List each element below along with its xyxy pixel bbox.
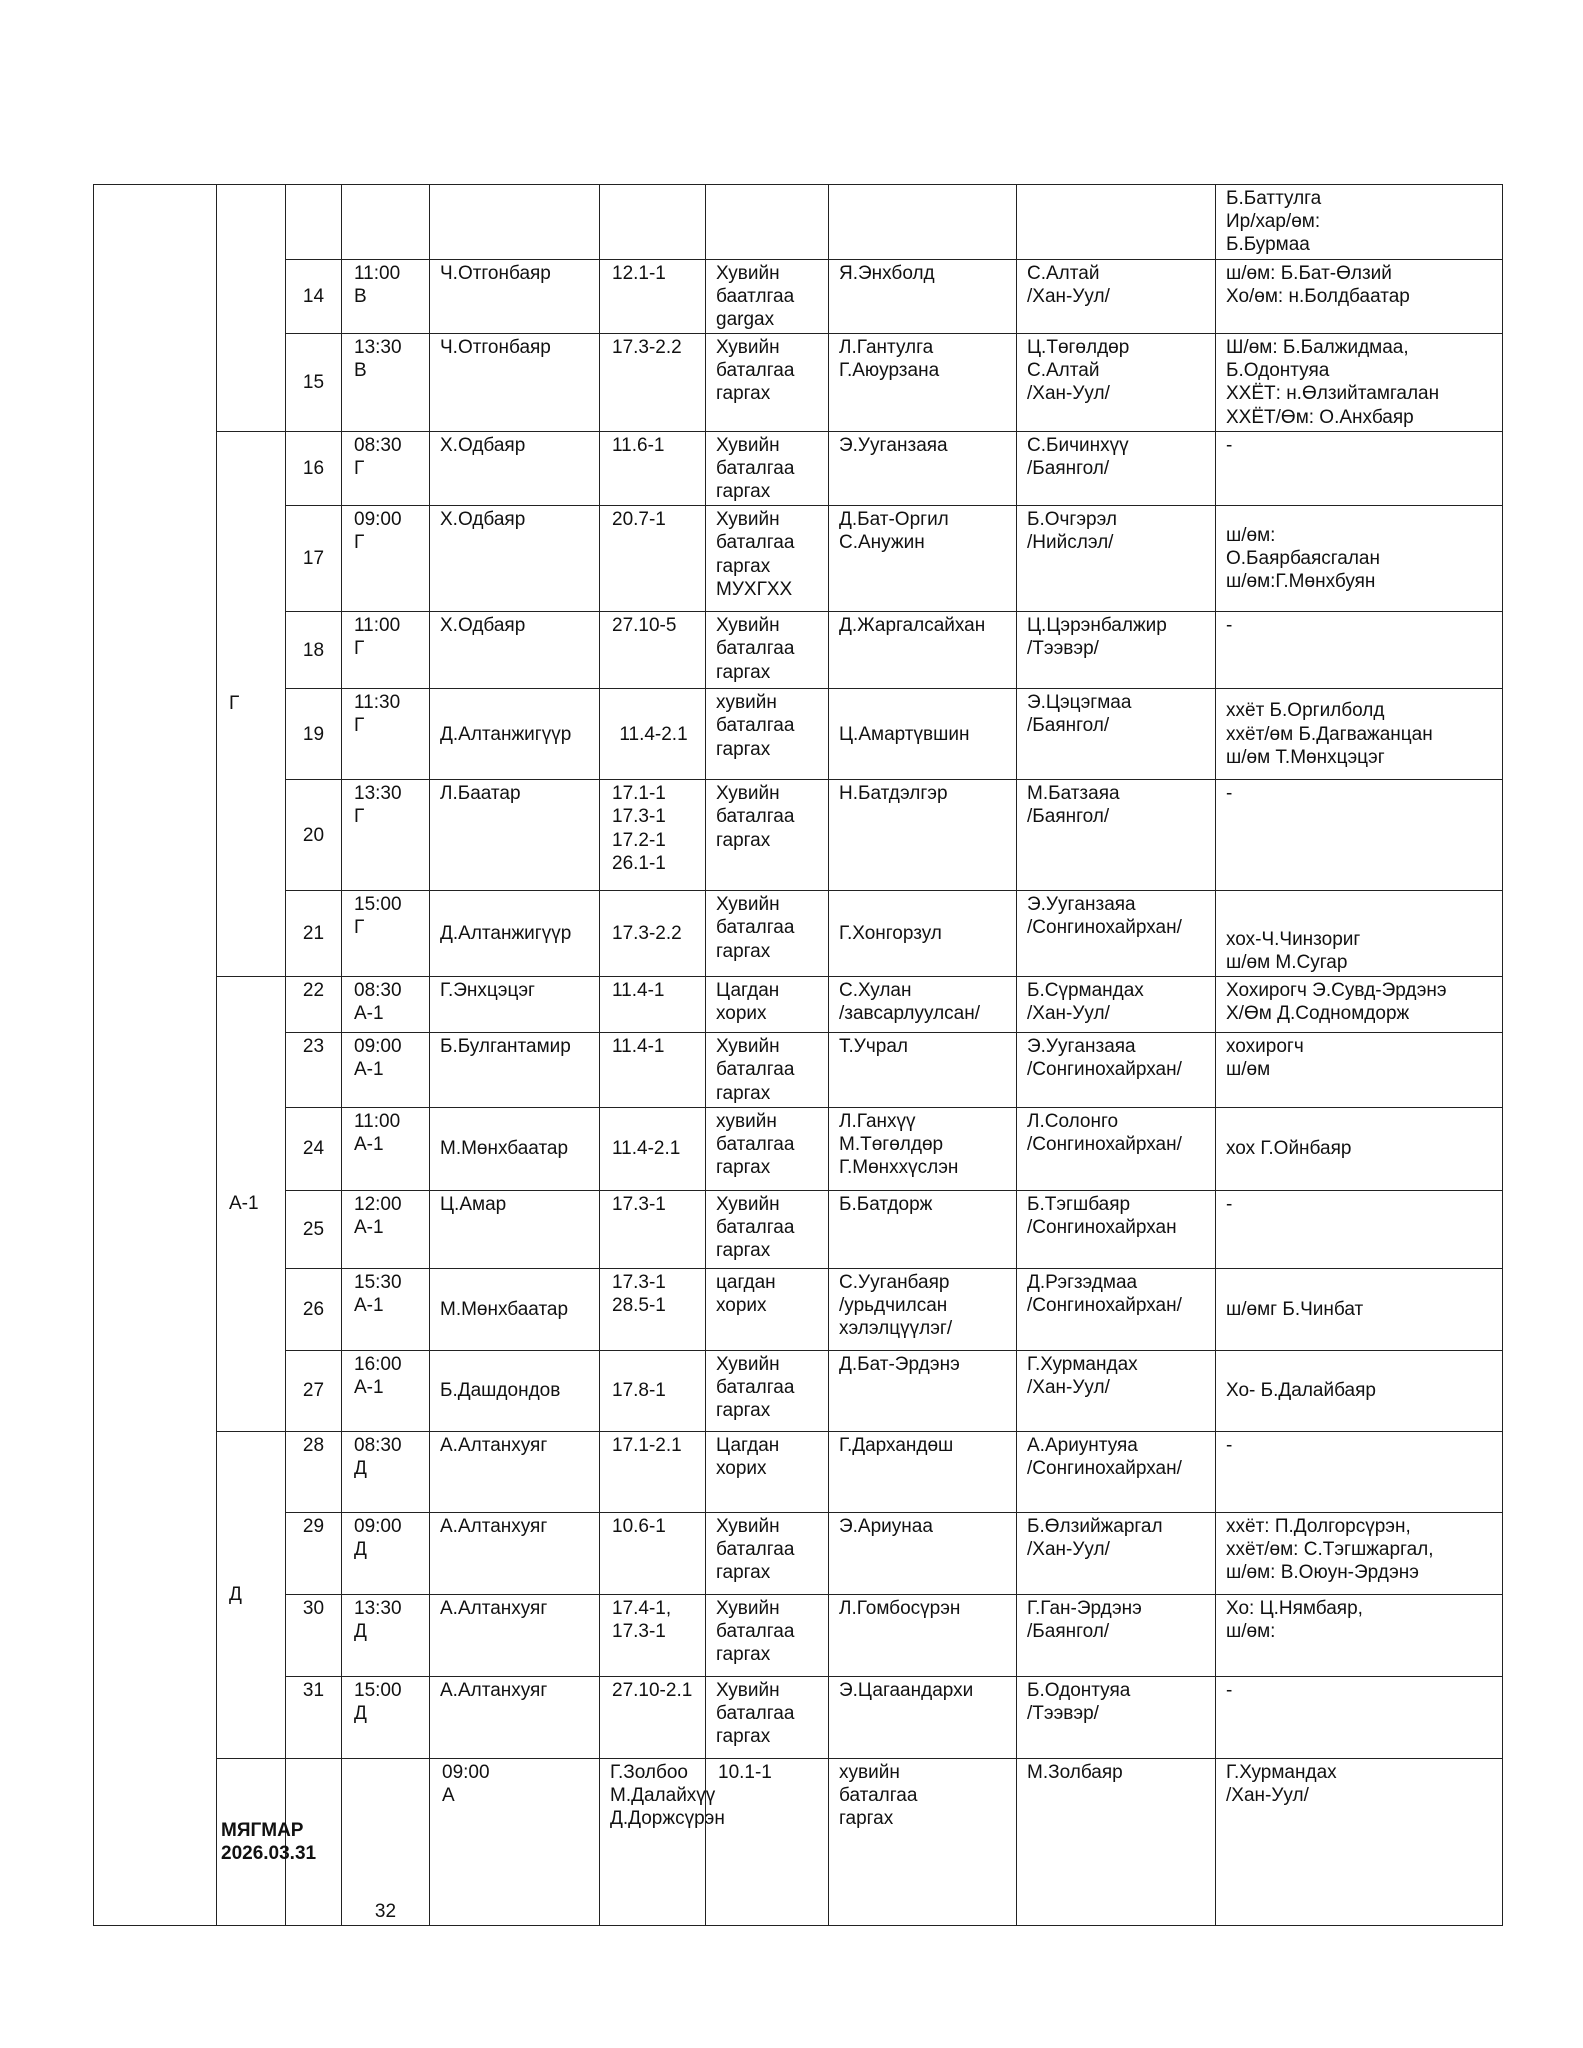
table-row	[94, 1758, 1503, 1925]
table-row	[94, 431, 1503, 506]
defendant: Я.Энхболд	[829, 259, 1017, 334]
prosecutor: Б.Очгэрэл /Нийслэл/	[1017, 506, 1216, 612]
prosecutor: Б.Сүрмандах /Хан-Уул/	[1017, 977, 1216, 1033]
judge-name: М.Мөнхбаатар	[430, 1268, 600, 1350]
article	[600, 185, 706, 260]
defendant: М.Золбаяр	[1017, 1758, 1216, 1925]
notes: ш/өм: О.Баярбаясгалан ш/өм:Г.Мөнхбуян	[1216, 506, 1503, 612]
article: 27.10-2.1	[600, 1676, 706, 1758]
prosecutor: Э.Уугaнзаяа /Сонгинохайрхан/	[1017, 1033, 1216, 1108]
defendant: Ц.Амартүвшин	[829, 689, 1017, 780]
hearing-time: 09:00 А-1	[342, 1033, 430, 1108]
defendant: Д.Бат-Эрдэнэ	[829, 1350, 1017, 1431]
notes: хох Г.Ойнбаяр	[1216, 1107, 1503, 1190]
measure: Хувийн баталгаа гаргах	[706, 891, 829, 977]
judge-name: М.Мөнхбаатар	[430, 1107, 600, 1190]
judge-name: Ц.Амар	[430, 1190, 600, 1268]
judge-name: Д.Алтанжигүүр	[430, 689, 600, 780]
hearing-time: 11:00 А-1	[342, 1107, 430, 1190]
judge-name: Г.Золбоо М.Далайхүү Д.Доржсүрэн	[600, 1758, 706, 1925]
table-row	[94, 977, 1503, 1033]
table-row	[94, 689, 1503, 780]
hearing-time: 09:00 Г	[342, 506, 430, 612]
measure: Хувийн баталгаа гаргах	[706, 431, 829, 506]
table-row	[94, 259, 1503, 334]
hearing-time	[342, 185, 430, 260]
case-number: 29	[286, 1512, 342, 1594]
case-number: 15	[286, 334, 342, 432]
table-row	[94, 1190, 1503, 1268]
prosecutor: Б.Одонтуяа /Тээвэр/	[1017, 1676, 1216, 1758]
table-row	[94, 1512, 1503, 1594]
measure: Цагдан хорих	[706, 1431, 829, 1512]
article: 11.4-2.1	[600, 1107, 706, 1190]
defendant: Л.Ганхүү М.Төгөлдөр Г.Мөнххүслэн	[829, 1107, 1017, 1190]
hearing-time: 08:30 Г	[342, 431, 430, 506]
defendant: Б.Батдорж	[829, 1190, 1017, 1268]
measure: Цагдан хорих	[706, 977, 829, 1033]
article: 17.3-2.2	[600, 891, 706, 977]
measure: Хувийн баталгаа гаргах МУХГХХ	[706, 506, 829, 612]
day-cell	[217, 1758, 317, 1925]
measure: Хувийн баталгаа гаргах	[706, 1594, 829, 1676]
defendant	[829, 185, 1017, 260]
hearing-time: 16:00 А-1	[342, 1350, 430, 1431]
hearing-time: 15:00 Г	[342, 891, 430, 977]
table-row	[94, 891, 1503, 977]
case-number: 27	[286, 1350, 342, 1431]
measure	[706, 185, 829, 260]
table-row	[94, 1268, 1503, 1350]
defendant: С.Хулан /завсарлуулсан/	[829, 977, 1017, 1033]
prosecutor: Г.Хурмандах /Хан-Уул/	[1017, 1350, 1216, 1431]
table-row	[94, 1033, 1503, 1108]
defendant: Э.Цагаандархи	[829, 1676, 1017, 1758]
table-row	[94, 1676, 1503, 1758]
judge-name: Б.Булгантамир	[430, 1033, 600, 1108]
judge-name	[430, 185, 600, 260]
hearing-time: 11:30 Г	[342, 689, 430, 780]
measure: цагдан хорих	[706, 1268, 829, 1350]
defendant: Э.Уугaнзаяа	[829, 431, 1017, 506]
article: 17.1-2.1	[600, 1431, 706, 1512]
notes: Хо: Ц.Нямбаяр, ш/өм:	[1216, 1594, 1503, 1676]
notes: ххёт: П.Долгорсүрэн, ххёт/өм: С.Тэгшжаргал, ш/өм: В.Оюун-Эрдэнэ	[1216, 1512, 1503, 1594]
case-number: 21	[286, 891, 342, 977]
prosecutor	[1017, 185, 1216, 260]
case-number: 16	[286, 431, 342, 506]
measure: Хувийн баатлгаа gargax	[706, 259, 829, 334]
case-number	[286, 185, 342, 260]
notes: -	[1216, 1676, 1503, 1758]
defendant: Л.Гантулга Г.Аюурзана	[829, 334, 1017, 432]
article: 17.3-1	[600, 1190, 706, 1268]
table-row	[94, 780, 1503, 891]
prosecutor: С.Алтай /Хан-Уул/	[1017, 259, 1216, 334]
notes: -	[1216, 431, 1503, 506]
notes: Ш/өм: Б.Балжидмаа, Б.Одонтуяа ХХЁТ: н.Өлзийтамгалан ХХЁТ/Өм: О.Анхбаяр	[1216, 334, 1503, 432]
table-row	[94, 1350, 1503, 1431]
measure: Хувийн баталгаа гаргах	[706, 1676, 829, 1758]
article: 17.3-1 28.5-1	[600, 1268, 706, 1350]
prosecutor: Б.Өлзийжаргал /Хан-Уул/	[1017, 1512, 1216, 1594]
article: 11.4-1	[600, 977, 706, 1033]
hearing-time: 11:00 Г	[342, 612, 430, 689]
table-row	[94, 1107, 1503, 1190]
hearing-time: 13:30 Д	[342, 1594, 430, 1676]
measure: хувийн баталгаа гаргах	[706, 1107, 829, 1190]
hearing-time: 08:30 А-1	[342, 977, 430, 1033]
notes: Б.Баттулга Ир/хар/өм: Б.Бурмаа	[1216, 185, 1503, 260]
notes: хохирогч ш/өм	[1216, 1033, 1503, 1108]
case-number: 24	[286, 1107, 342, 1190]
article: 11.4-2.1	[600, 689, 706, 780]
day-date: 2026.03.31	[221, 1842, 317, 1864]
article: 17.8-1	[600, 1350, 706, 1431]
hearing-time: 11:00 В	[342, 259, 430, 334]
table-row	[94, 185, 1503, 260]
judge-name: А.Алтанхуяг	[430, 1512, 600, 1594]
article: 11.6-1	[600, 431, 706, 506]
case-number: 22	[286, 977, 342, 1033]
article: 20.7-1	[600, 506, 706, 612]
defendant: Н.Батдэлгэр	[829, 780, 1017, 891]
notes: -	[1216, 1431, 1503, 1512]
judge-name: Л.Баатар	[430, 780, 600, 891]
group-cell: А-1	[217, 977, 286, 1432]
table-row	[94, 506, 1503, 612]
case-number: 28	[286, 1431, 342, 1512]
measure: Хувийн баталгаа гаргах	[706, 1350, 829, 1431]
hearing-time: 08:30 Д	[342, 1431, 430, 1512]
defendant: С.Уугaнбаяр /урьдчилсан хэлэлцүүлэг/	[829, 1268, 1017, 1350]
hearing-time: 13:30 В	[342, 334, 430, 432]
article: 11.4-1	[600, 1033, 706, 1108]
hearing-time: 12:00 А-1	[342, 1190, 430, 1268]
article: 10.6-1	[600, 1512, 706, 1594]
notes: ххёт Б.Оргилболд ххёт/өм Б.Дагважанцан ш/өм Т.Мөнхцэцэг	[1216, 689, 1503, 780]
prosecutor: Л.Солонго /Сонгинохайрхан/	[1017, 1107, 1216, 1190]
case-number: 25	[286, 1190, 342, 1268]
table-row	[94, 334, 1503, 432]
judge-name: Ч.Отгонбаяр	[430, 259, 600, 334]
table-row	[94, 1431, 1503, 1512]
measure: Хувийн баталгаа гаргах	[706, 780, 829, 891]
case-number: 31	[286, 1676, 342, 1758]
case-number: 20	[286, 780, 342, 891]
judge-name: Б.Дашдондов	[430, 1350, 600, 1431]
group-cell: Г	[217, 431, 286, 977]
defendant: Г.Хонгорзул	[829, 891, 1017, 977]
prosecutor: Ц.Төгөлдөр С.Алтай /Хан-Уул/	[1017, 334, 1216, 432]
defendant: Д.Бат-Оргил С.Анужин	[829, 506, 1017, 612]
article: 17.1-1 17.3-1 17.2-1 26.1-1	[600, 780, 706, 891]
judge-name: Х.Одбаяр	[430, 506, 600, 612]
prosecutor: С.Бичинхүү /Баянгол/	[1017, 431, 1216, 506]
case-number: 26	[286, 1268, 342, 1350]
case-number: 14	[286, 259, 342, 334]
case-number: 19	[286, 689, 342, 780]
prosecutor: А.Ариунтуяа /Сонгинохайрхан/	[1017, 1431, 1216, 1512]
group-cell: Д	[217, 1431, 286, 1758]
prosecutor: М.Батзаяа /Баянгол/	[1017, 780, 1216, 891]
notes: Хо- Б.Далайбаяр	[1216, 1350, 1503, 1431]
judge-name: Г.Энхцэцэг	[430, 977, 600, 1033]
measure: Хувийн баталгаа гаргах	[706, 1512, 829, 1594]
case-number: 18	[286, 612, 342, 689]
day-cell	[94, 185, 217, 1926]
case-number: 30	[286, 1594, 342, 1676]
article: 12.1-1	[600, 259, 706, 334]
prosecutor: Д.Рэгзэдмаа /Сонгинохайрхан/	[1017, 1268, 1216, 1350]
notes: ш/өм: Б.Бат-Өлзий Хо/өм: н.Болдбаатар	[1216, 259, 1503, 334]
measure: хувийн баталгаа гаргах	[829, 1758, 1017, 1925]
hearing-time: 09:00 Д	[342, 1512, 430, 1594]
hearing-schedule-table	[93, 184, 1503, 1926]
notes: -	[1216, 612, 1503, 689]
table-row	[94, 1594, 1503, 1676]
judge-name: А.Алтанхуяг	[430, 1676, 600, 1758]
prosecutor: Э.Цэцэгмаа /Баянгол/	[1017, 689, 1216, 780]
defendant: Д.Жаргалсайхан	[829, 612, 1017, 689]
table-row	[94, 612, 1503, 689]
judge-name: Х.Одбаяр	[430, 612, 600, 689]
article: 27.10-5	[600, 612, 706, 689]
measure: Хувийн баталгаа гаргах	[706, 334, 829, 432]
notes: -	[1216, 1190, 1503, 1268]
defendant: Г.Дархандөш	[829, 1431, 1017, 1512]
article: 17.4-1, 17.3-1	[600, 1594, 706, 1676]
prosecutor: Г.Хурмандах /Хан-Уул/	[1216, 1758, 1503, 1925]
judge-name: А.Алтанхуяг	[430, 1594, 600, 1676]
notes: хох-Ч.Чинзориг ш/өм М.Сугар	[1216, 891, 1503, 977]
defendant: Л.Гомбосүрэн	[829, 1594, 1017, 1676]
judge-name: Д.Алтанжигүүр	[430, 891, 600, 977]
measure: Хувийн баталгаа гаргах	[706, 1033, 829, 1108]
judge-name: Х.Одбаяр	[430, 431, 600, 506]
day-name: МЯГМАР	[221, 1819, 304, 1841]
article: 10.1-1	[706, 1758, 829, 1925]
prosecutor: Ц.Цэрэнбалжир /Тээвэр/	[1017, 612, 1216, 689]
prosecutor: Б.Тэгшбаяр /Сонгинохайрхан	[1017, 1190, 1216, 1268]
measure: Хувийн баталгаа гаргах	[706, 612, 829, 689]
article: 17.3-2.2	[600, 334, 706, 432]
judge-name: Ч.Отгонбаяр	[430, 334, 600, 432]
case-number: 17	[286, 506, 342, 612]
measure: хувийн баталгаа гаргах	[706, 689, 829, 780]
case-number: 32	[342, 1758, 430, 1925]
hearing-time: 13:30 Г	[342, 780, 430, 891]
notes: Хохирогч Э.Сувд-Эрдэнэ Х/Өм Д.Содномдорж	[1216, 977, 1503, 1033]
notes: -	[1216, 780, 1503, 891]
prosecutor: Э.Уугaнзаяа /Сонгинохайрхан/	[1017, 891, 1216, 977]
hearing-time: 15:30 А-1	[342, 1268, 430, 1350]
hearing-time: 15:00 Д	[342, 1676, 430, 1758]
prosecutor: Г.Ган-Эрдэнэ /Баянгол/	[1017, 1594, 1216, 1676]
judge-name: А.Алтанхуяг	[430, 1431, 600, 1512]
notes: ш/өмг Б.Чинбат	[1216, 1268, 1503, 1350]
measure: Хувийн баталгаа гаргах	[706, 1190, 829, 1268]
defendant: Т.Учрал	[829, 1033, 1017, 1108]
case-number: 23	[286, 1033, 342, 1108]
hearing-time: 09:00 А	[430, 1758, 600, 1925]
defendant: Э.Ариунаа	[829, 1512, 1017, 1594]
group-cell	[286, 1758, 342, 1925]
group-cell	[217, 185, 286, 432]
